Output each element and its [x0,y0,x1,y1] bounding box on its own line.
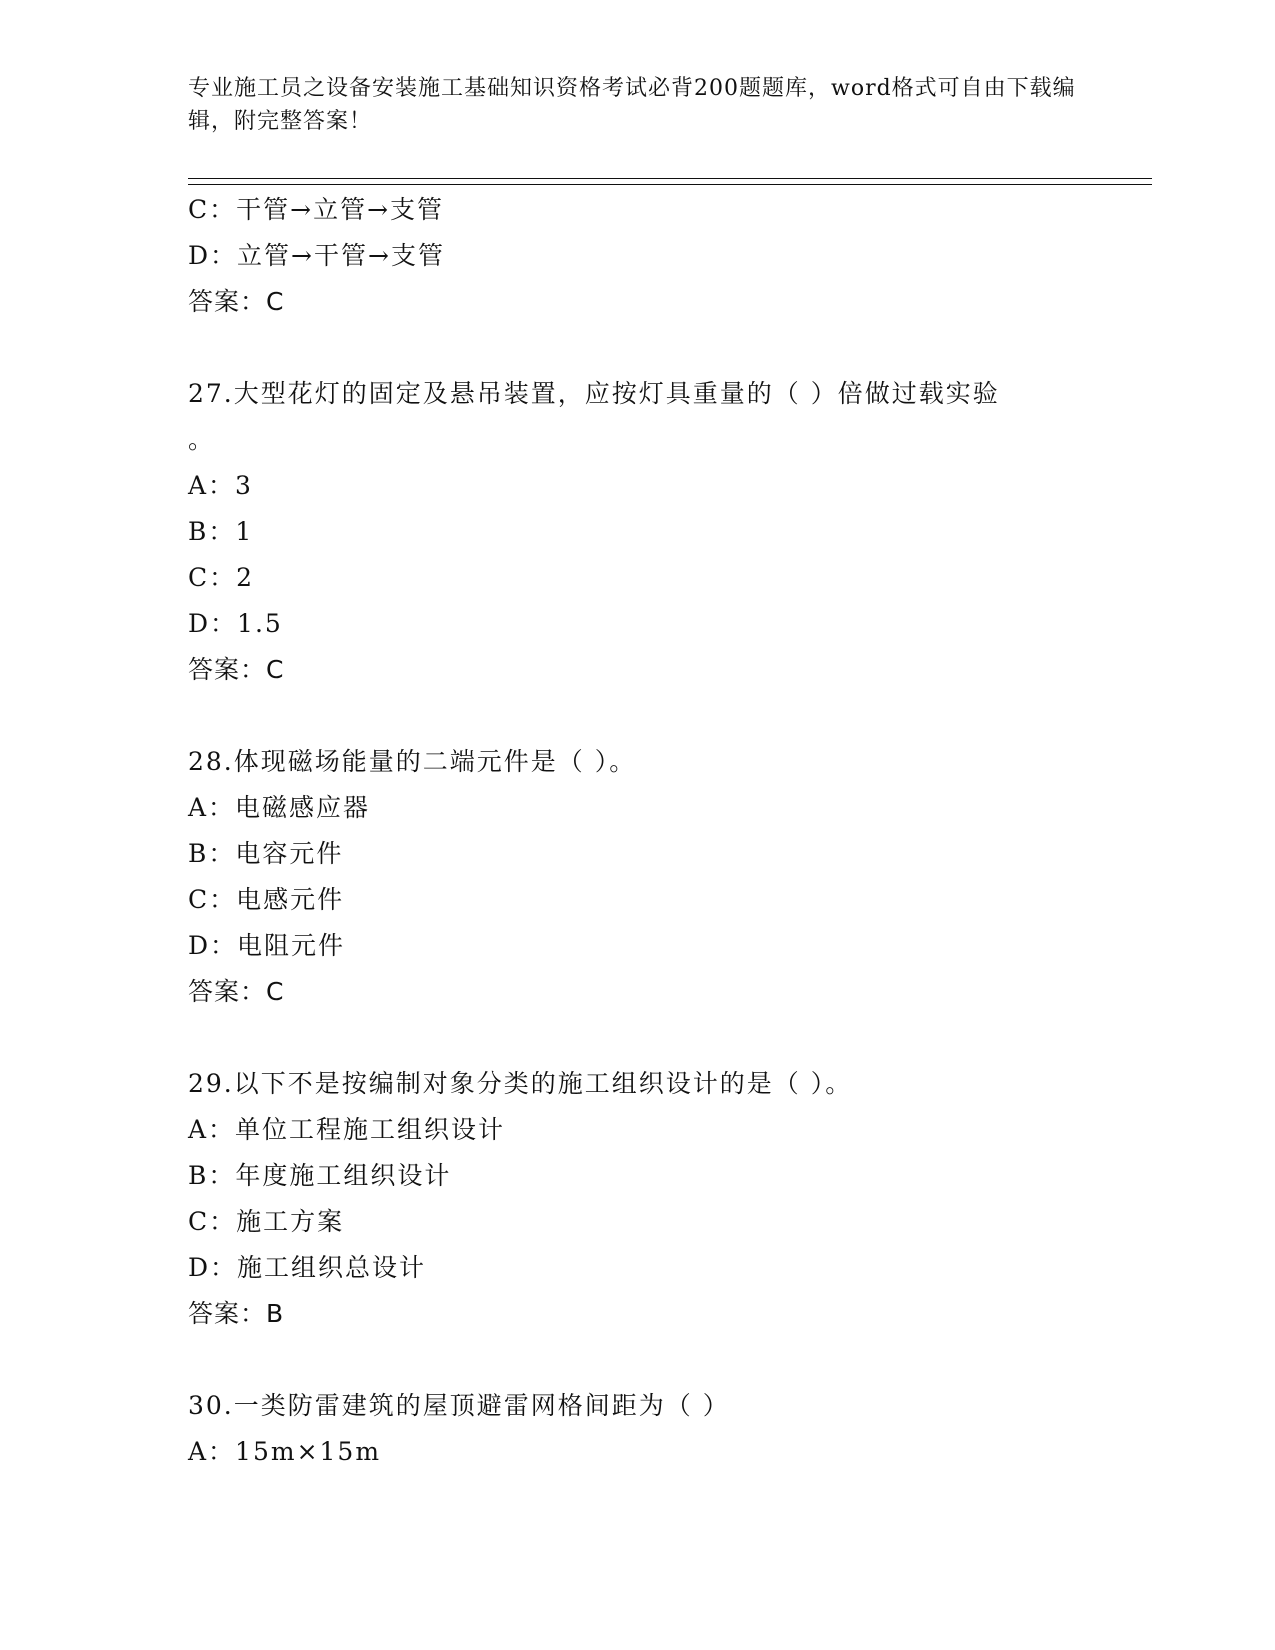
option-line: A：3 [188,471,253,500]
option-line: A：15m×15m [188,1437,382,1466]
option-line: D：施工组织总设计 [188,1253,427,1282]
header-divider-bottom [188,184,1152,185]
answer-line: 答案：B [188,1299,285,1328]
question-text: 。 [188,425,216,454]
option-line: D：1.5 [188,609,283,638]
document-header: 专业施工员之设备安装施工基础知识资格考试必背200题题库，word格式可自由下载编辑，附完整答案！ [188,76,1076,134]
option-line: B：电容元件 [188,839,344,868]
option-line: C：施工方案 [188,1207,345,1236]
question-text: 29.以下不是按编制对象分类的施工组织设计的是（ ）。 [188,1069,853,1098]
question-text: 27.大型花灯的固定及悬吊装置，应按灯具重量的（ ）倍做过载实验 [188,379,1000,408]
question-text: 28.体现磁场能量的二端元件是（ ）。 [188,747,637,776]
option-line: A：电磁感应器 [188,793,371,822]
option-line: C：电感元件 [188,885,345,914]
option-line: C：干管→立管→支管 [188,195,445,224]
option-line: B：年度施工组织设计 [188,1161,452,1190]
option-line: D：立管→干管→支管 [188,241,445,270]
option-line: B：1 [188,517,254,546]
option-line: A：单位工程施工组织设计 [188,1115,506,1144]
question-text: 30.一类防雷建筑的屋顶避雷网格间距为（ ） [188,1391,730,1420]
header-divider-top [188,178,1152,179]
answer-line: 答案：C [188,287,285,316]
option-line: D：电阻元件 [188,931,346,960]
answer-line: 答案：C [188,655,285,684]
answer-line: 答案：C [188,977,285,1006]
option-line: C：2 [188,563,255,592]
